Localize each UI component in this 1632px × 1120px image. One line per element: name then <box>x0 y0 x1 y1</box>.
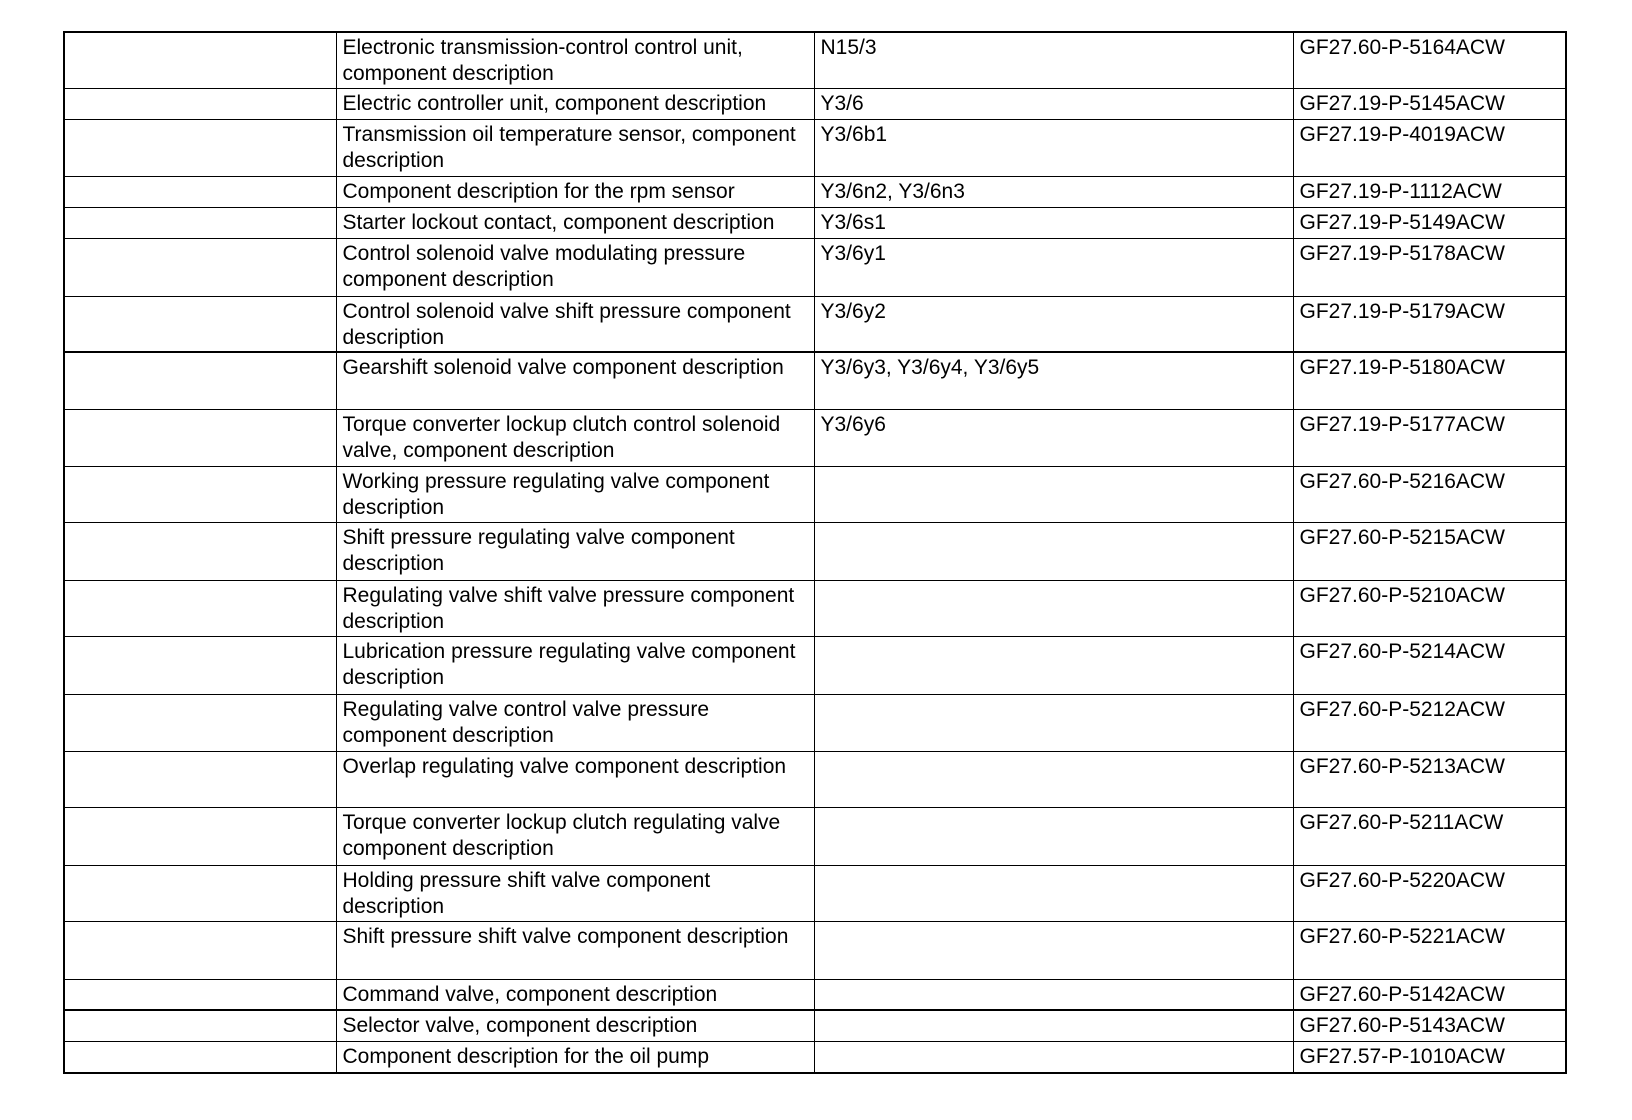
document-number-cell: GF27.60-P-5210ACW <box>1293 580 1566 636</box>
designation-cell: N15/3 <box>814 32 1293 88</box>
table-row <box>64 207 1566 238</box>
designation-cell <box>814 694 1293 751</box>
document-number-cell: GF27.60-P-5215ACW <box>1293 522 1566 580</box>
designation-cell <box>814 979 1293 1010</box>
table-row <box>64 694 1566 751</box>
empty-cell <box>64 636 336 694</box>
description-cell: Overlap regulating valve component description <box>336 751 814 807</box>
description-cell: Gearshift solenoid valve component description <box>336 352 814 409</box>
table-row <box>64 580 1566 636</box>
empty-cell <box>64 119 336 176</box>
table-body <box>64 32 1566 1073</box>
empty-cell <box>64 88 336 119</box>
designation-cell <box>814 636 1293 694</box>
table-row <box>64 979 1566 1010</box>
document-number-cell: GF27.19-P-5179ACW <box>1293 296 1566 352</box>
document-number-cell: GF27.57-P-1010ACW <box>1293 1041 1566 1073</box>
description-cell: Command valve, component description <box>336 979 814 1010</box>
designation-cell: Y3/6s1 <box>814 207 1293 238</box>
empty-cell <box>64 979 336 1010</box>
empty-cell <box>64 207 336 238</box>
designation-cell <box>814 1010 1293 1041</box>
document-number-cell: GF27.19-P-1112ACW <box>1293 176 1566 207</box>
empty-cell <box>64 409 336 466</box>
description-cell: Shift pressure regulating valve component description <box>336 522 814 580</box>
document-number-cell: GF27.60-P-5220ACW <box>1293 865 1566 921</box>
table-row <box>64 238 1566 296</box>
table-row <box>64 865 1566 921</box>
table-row <box>64 807 1566 865</box>
document-number-cell: GF27.19-P-4019ACW <box>1293 119 1566 176</box>
document-number-cell: GF27.60-P-5142ACW <box>1293 979 1566 1010</box>
empty-cell <box>64 238 336 296</box>
empty-cell <box>64 580 336 636</box>
document-number-cell: GF27.60-P-5221ACW <box>1293 921 1566 979</box>
designation-cell: Y3/6y6 <box>814 409 1293 466</box>
description-cell: Electric controller unit, component description <box>336 88 814 119</box>
empty-cell <box>64 352 336 409</box>
description-cell: Component description for the rpm sensor <box>336 176 814 207</box>
designation-cell: Y3/6n2, Y3/6n3 <box>814 176 1293 207</box>
empty-cell <box>64 32 336 88</box>
description-cell: Starter lockout contact, component description <box>336 207 814 238</box>
table-row <box>64 751 1566 807</box>
designation-cell: Y3/6y3, Y3/6y4, Y3/6y5 <box>814 352 1293 409</box>
designation-cell <box>814 921 1293 979</box>
description-cell: Regulating valve shift valve pressure component description <box>336 580 814 636</box>
table-row <box>64 409 1566 466</box>
description-cell: Torque converter lockup clutch regulating valve component description <box>336 807 814 865</box>
document-number-cell: GF27.60-P-5211ACW <box>1293 807 1566 865</box>
document-number-cell: GF27.60-P-5216ACW <box>1293 466 1566 522</box>
designation-cell <box>814 807 1293 865</box>
description-cell: Selector valve, component description <box>336 1010 814 1041</box>
designation-cell: Y3/6b1 <box>814 119 1293 176</box>
table-row <box>64 352 1566 409</box>
description-cell: Electronic transmission-control control unit, component description <box>336 32 814 88</box>
designation-cell <box>814 466 1293 522</box>
table-row <box>64 88 1566 119</box>
designation-cell <box>814 522 1293 580</box>
designation-cell: Y3/6 <box>814 88 1293 119</box>
table-row <box>64 466 1566 522</box>
description-cell: Regulating valve control valve pressure component description <box>336 694 814 751</box>
document-number-cell: GF27.60-P-5212ACW <box>1293 694 1566 751</box>
description-cell: Working pressure regulating valve component description <box>336 466 814 522</box>
document-number-cell: GF27.19-P-5149ACW <box>1293 207 1566 238</box>
description-cell: Lubrication pressure regulating valve component description <box>336 636 814 694</box>
designation-cell <box>814 1041 1293 1073</box>
table-row <box>64 921 1566 979</box>
empty-cell <box>64 1041 336 1073</box>
description-cell: Holding pressure shift valve component description <box>336 865 814 921</box>
empty-cell <box>64 751 336 807</box>
empty-cell <box>64 694 336 751</box>
empty-cell <box>64 1010 336 1041</box>
empty-cell <box>64 865 336 921</box>
empty-cell <box>64 296 336 352</box>
designation-cell <box>814 751 1293 807</box>
document-number-cell: GF27.19-P-5145ACW <box>1293 88 1566 119</box>
table-row <box>64 296 1566 352</box>
document-number-cell: GF27.60-P-5214ACW <box>1293 636 1566 694</box>
component-document-table <box>63 31 1567 1074</box>
designation-cell: Y3/6y1 <box>814 238 1293 296</box>
empty-cell <box>64 522 336 580</box>
empty-cell <box>64 176 336 207</box>
description-cell: Transmission oil temperature sensor, component description <box>336 119 814 176</box>
table-row <box>64 522 1566 580</box>
description-cell: Shift pressure shift valve component description <box>336 921 814 979</box>
designation-cell: Y3/6y2 <box>814 296 1293 352</box>
description-cell: Control solenoid valve modulating pressure component description <box>336 238 814 296</box>
description-cell: Control solenoid valve shift pressure component description <box>336 296 814 352</box>
designation-cell <box>814 865 1293 921</box>
description-cell: Component description for the oil pump <box>336 1041 814 1073</box>
table-row <box>64 1041 1566 1073</box>
document-number-cell: GF27.19-P-5178ACW <box>1293 238 1566 296</box>
table-row <box>64 32 1566 88</box>
designation-cell <box>814 580 1293 636</box>
table-row <box>64 1010 1566 1041</box>
document-number-cell: GF27.60-P-5143ACW <box>1293 1010 1566 1041</box>
document-number-cell: GF27.60-P-5213ACW <box>1293 751 1566 807</box>
empty-cell <box>64 807 336 865</box>
table-row <box>64 176 1566 207</box>
document-number-cell: GF27.60-P-5164ACW <box>1293 32 1566 88</box>
empty-cell <box>64 466 336 522</box>
empty-cell <box>64 921 336 979</box>
document-number-cell: GF27.19-P-5180ACW <box>1293 352 1566 409</box>
document-number-cell: GF27.19-P-5177ACW <box>1293 409 1566 466</box>
table-row <box>64 636 1566 694</box>
table-row <box>64 119 1566 176</box>
description-cell: Torque converter lockup clutch control solenoid valve, component description <box>336 409 814 466</box>
